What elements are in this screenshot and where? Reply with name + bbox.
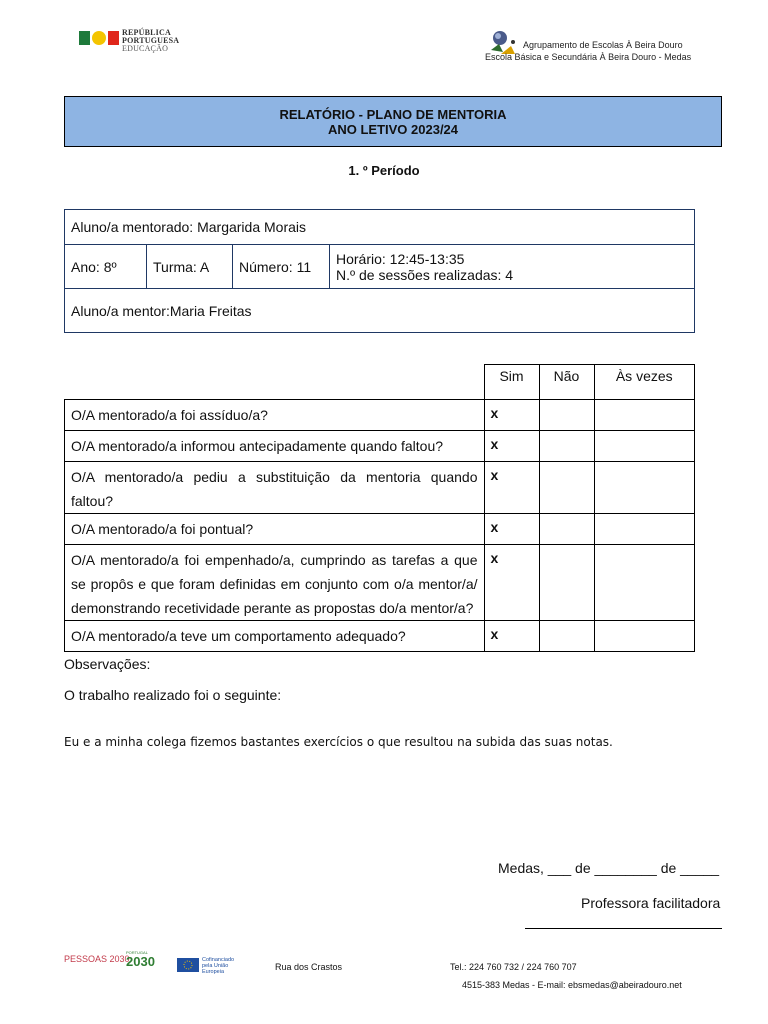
schedule-cell (330, 245, 695, 289)
col-sim: Sim (484, 365, 539, 400)
report-title: RELATÓRIO - PLANO DE MENTORIA (279, 107, 507, 122)
nao-mark (539, 514, 594, 545)
mentee-name: Aluno/a mentorado: Margarida Morais (65, 210, 695, 245)
sim-mark: x (484, 462, 539, 514)
table-row (65, 400, 695, 431)
vezes-mark (594, 545, 695, 621)
eu-cofinanced-text: Cofinanciado pela União Europeia (202, 957, 235, 975)
nao-mark (539, 545, 594, 621)
school-name: Agrupamento de Escolas À Beira Douro (523, 40, 683, 50)
mentor-name: Aluno/a mentor:Maria Freitas (65, 289, 695, 333)
question-cell: O/A mentorado/a foi assíduo/a? (65, 400, 485, 431)
question-cell: O/A mentorado/a teve um comportamento adequado? (65, 621, 485, 652)
portugal-2030-logo: 2030 (126, 954, 155, 969)
vezes-mark (594, 621, 695, 652)
work-description: Eu e a minha colega fizemos bastantes exercícios o que resultou na subida das suas notas. (64, 735, 613, 749)
sim-mark: x (484, 400, 539, 431)
footer-phone: Tel.: 224 760 732 / 224 760 707 (450, 962, 577, 972)
footer-email: 4515-383 Medas - E-mail: ebsmedas@abeiradouro.net (462, 980, 682, 990)
work-label: O trabalho realizado foi o seguinte: (64, 687, 282, 703)
table-row (65, 545, 695, 621)
vezes-mark (594, 431, 695, 462)
sim-mark: x (484, 514, 539, 545)
grade-cell: Ano: 8º (65, 245, 147, 289)
signature-line (525, 928, 722, 929)
sim-mark: x (484, 431, 539, 462)
question-cell: O/A mentorado/a pediu a substituição da mentoria quando faltou? (65, 462, 485, 514)
question-cell: O/A mentorado/a foi pontual? (65, 514, 485, 545)
footer-address: Rua dos Crastos (275, 962, 343, 972)
place-date-line: Medas, ___ de ________ de _____ (498, 860, 720, 876)
republica-flag-logo (79, 31, 119, 45)
nao-mark (539, 400, 594, 431)
col-nao: Não (539, 365, 594, 400)
vezes-mark (594, 462, 695, 514)
portugal-small-label: PORTUGAL (126, 950, 148, 955)
table-row (65, 621, 695, 652)
eu-flag-icon (177, 958, 199, 972)
class-cell: Turma: A (147, 245, 233, 289)
nao-mark (539, 462, 594, 514)
question-cell: O/A mentorado/a foi empenhado/a, cumprindo as tarefas a que se propôs e que foram definidas em conjunto com o/a mentor/a/ demonstrando recetividade perante as propostas do/a mentor/a? (65, 545, 485, 621)
period-heading: 1. º Período (348, 163, 420, 178)
question-cell: O/A mentorado/a informou antecipadamente quando faltou? (65, 431, 485, 462)
nao-mark (539, 621, 594, 652)
report-title-box (64, 96, 722, 147)
school-year: ANO LETIVO 2023/24 (327, 122, 459, 137)
number-cell: Número: 11 (233, 245, 330, 289)
sim-mark: x (484, 621, 539, 652)
evaluation-table (64, 364, 695, 652)
observations-label: Observações: (64, 656, 151, 672)
empty-header-cell (65, 365, 485, 400)
school-subtitle: Escola Básica e Secundária À Beira Douro - Medas (485, 52, 692, 62)
schedule-text: Horário: 12:45-13:35 (336, 250, 465, 267)
table-row (65, 431, 695, 462)
col-as-vezes: Às vezes (594, 365, 695, 400)
vezes-mark (594, 514, 695, 545)
republica-portuguesa-logo: REPÚBLICA PORTUGUESA EDUCAÇÃO (122, 28, 180, 53)
nao-mark (539, 431, 594, 462)
pessoas-2030-logo: PESSOAS 2030 (64, 954, 130, 964)
table-row (65, 514, 695, 545)
sim-mark: x (484, 545, 539, 621)
table-row (65, 462, 695, 514)
vezes-mark (594, 400, 695, 431)
signature-role: Professora facilitadora (581, 895, 721, 911)
student-info-table (64, 209, 695, 333)
sessions-text: N.º de sessões realizadas: 4 (336, 266, 514, 283)
